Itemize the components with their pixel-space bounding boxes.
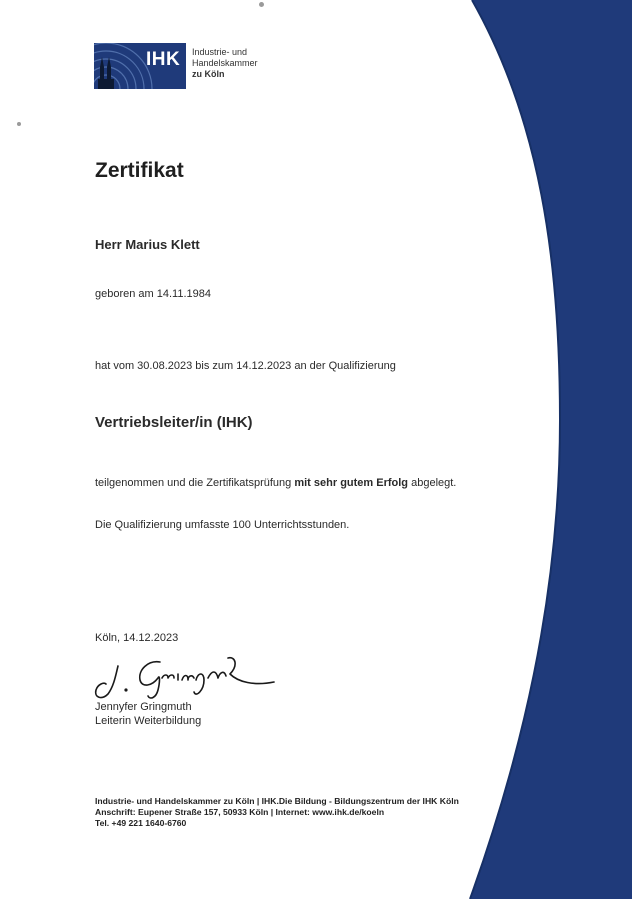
signer-role: Leiterin Weiterbildung — [95, 715, 202, 727]
result-prefix: teilgenommen und die Zertifikatsprüfung — [95, 477, 292, 489]
qualification-title: Vertriebsleiter/in (IHK) — [95, 414, 253, 431]
recipient-name: Herr Marius Klett — [95, 237, 200, 252]
ihk-logo — [94, 43, 314, 91]
footer-line-3: Tel. +49 221 1640-6760 — [95, 818, 187, 828]
ihk-logo-mark — [94, 43, 186, 89]
org-line-2: zu Köln — [192, 69, 225, 79]
signer-name: Jennyfer Gringmuth — [95, 701, 192, 713]
place-date: Köln, 14.12.2023 — [95, 632, 179, 644]
course-period: hat vom 30.08.2023 bis zum 14.12.2023 an der Qualifizierung — [95, 360, 396, 372]
certificate-title: Zertifikat — [95, 159, 184, 182]
org-line-1: Industrie- und Handelskammer — [192, 47, 258, 68]
scan-dot — [259, 2, 264, 7]
exam-result — [95, 477, 456, 489]
ihk-logo-text: IHK — [146, 49, 181, 70]
result-grade: mit sehr gutem Erfolg — [294, 477, 409, 489]
handwritten-signature — [88, 652, 278, 708]
footer-line-1: Industrie- und Handelskammer zu Köln | IHK.Die Bildung - Bildungszentrum der IHK Köln — [95, 796, 459, 806]
result-suffix: abgelegt. — [411, 477, 457, 489]
ihk-org-name — [192, 47, 314, 80]
footer-line-2: Anschrift: Eupener Straße 157, 50933 Köln | Internet: www.ihk.de/koeln — [95, 807, 385, 817]
footer — [95, 796, 459, 829]
scan-dot — [17, 122, 21, 126]
course-hours: Die Qualifizierung umfasste 100 Unterrichtsstunden. — [95, 519, 350, 531]
birth-date: geboren am 14.11.1984 — [95, 288, 211, 300]
